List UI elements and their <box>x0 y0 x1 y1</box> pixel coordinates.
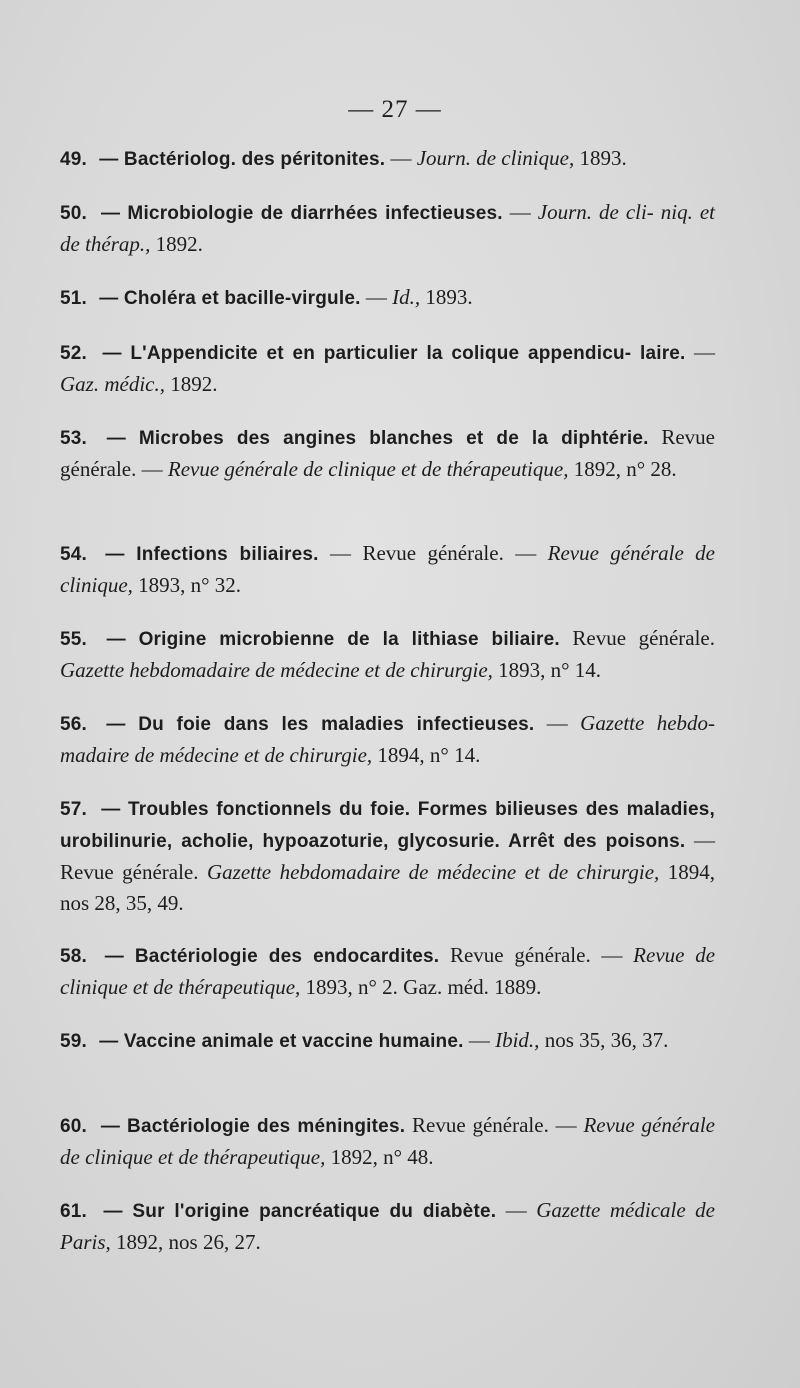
bibliography-entry-54: 54. — Infections biliaires. — Revue générale. — Revue générale de clinique, 1893, n° 32. <box>60 541 715 597</box>
page-number: — 27 — <box>348 96 442 123</box>
bibliography-entry-51: 51. — Choléra et bacille-virgule. — Id., 1893. <box>60 285 473 309</box>
bibliography-entry-53: 53. — Microbes des angines blanches et de la diphtérie. Revue générale. — Revue générale de clinique et de thérapeutique, 1892, n° 28. <box>60 425 715 481</box>
bibliography-entry-56: 56. — Du foie dans les maladies infectieuses. — Gazette hebdo- madaire de médecine et de chirurgie, 1894, n° 14. <box>60 711 716 767</box>
bibliography-entry-59: 59. — Vaccine animale et vaccine humaine. — Ibid., nos 35, 36, 37. <box>60 1028 669 1052</box>
bibliography-entry-57: 57. — Troubles fonctionnels du foie. Formes bilieuses des maladies, urobilinurie, acholie, hypoazoturie, glycosurie. Arrêt des poisons. — Revue générale. Gazette hebdomadaire de médecine et de chirurgie, 1894, nos 28, 35, 49. <box>60 799 716 915</box>
bibliography-entry-55: 55. — Origine microbienne de la lithiase biliaire. Revue générale. Gazette hebdomadaire de médecine et de chirurgie, 1893, n° 14. <box>60 626 716 682</box>
bibliography-entry-58: 58. — Bactériologie des endocardites. Revue générale. — Revue de clinique et de thérapeutique, 1893, n° 2. Gaz. méd. 1889. <box>60 943 716 999</box>
bibliography-entry-50: 50. — Microbiologie de diarrhées infectieuses. — Journ. de cli- niq. et de thérap., 1892. <box>60 200 716 256</box>
bibliography-entry-61: 61. — Sur l'origine pancréatique du diabète. — Gazette médicale de Paris, 1892, nos 26, 27. <box>60 1198 715 1254</box>
bibliography-entry-49: 49. — Bactériolog. des péritonites. — Journ. de clinique, 1893. <box>60 146 627 170</box>
bibliography-entry-52: 52. — L'Appendicite et en particulier la colique appendicu- laire. — Gaz. médic., 1892. <box>60 340 715 396</box>
bibliography-entry-60: 60. — Bactériologie des méningites. Revue générale. — Revue générale de clinique et de thérapeutique, 1892, n° 48. <box>60 1113 716 1169</box>
